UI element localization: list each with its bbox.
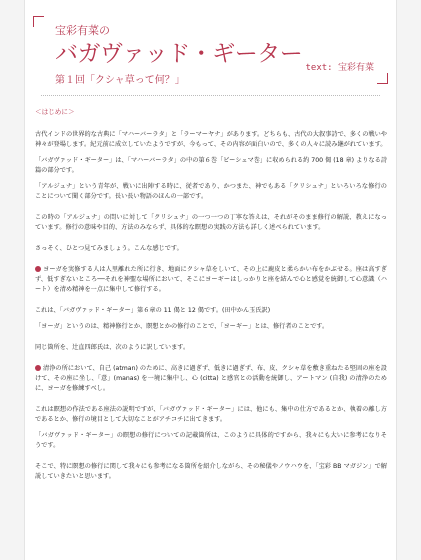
paragraph-verse-source: これは、「バガヴァッド・ギーター」第６章の 11 偈と 12 偈です。(田中かん玉氏訳) <box>35 307 271 314</box>
section-heading: ＜はじめに＞ <box>35 108 75 116</box>
episode-subtitle: 第１回「クシャ草って何？」 <box>55 75 185 86</box>
paragraph-closing: そこで、特に瞑想の修行に関して我々にも参考になる箇所を紹介しながら、その秘儀やノウハウを、「宝彩 BB マガジン」で解説していきたいと思います。 <box>35 463 387 480</box>
page-title: バガヴァッド・ギーター <box>55 41 303 67</box>
paragraph-concrete: 「バガヴァッド・ギーター」の瞑想の修行についての記載箇所は、このように具体的ですから、我々にも大いに参考になりそうです。 <box>35 432 387 449</box>
series-label: 宝彩有菜の <box>55 24 110 37</box>
corner-bracket-bottom-right <box>377 73 388 84</box>
document-page <box>25 0 396 560</box>
quote-tsuji <box>35 364 387 394</box>
quote-tsuji-text: 清浄の所において、自己 (atman) のために、高きに過ぎず、低きに過ぎず、布、皮、クシャ草を敷き重ねたる堅固の座を設けて、その座に坐し、「意」(manas) を一境に集中し、心 (citta) と感官との活動を統御し、アートマン (自我) の清浄のために、ヨーガを修練すべし。 <box>35 365 387 392</box>
paragraph-lets-see: さっそく、ひとつ見てみましょう。こんな感じです。 <box>35 245 183 252</box>
paragraph-tsuji-intro: 同じ箇所を、辻直四郎氏は、次のように訳しています。 <box>35 344 190 351</box>
paragraph-krishna-answers: この時の「アルジュナ」の問いに対して「クリシュナ」の一つ一つの丁寧な答えは、それがそのまま修行の解説、教えになっています。修行の意味や目的、方法のみならず、具体的な瞑想の実践の方法も詳しく述べられています。 <box>35 214 387 231</box>
author-byline: text: 宝彩有菜 <box>305 63 374 73</box>
paragraph-posture-explanation: これは瞑想の作法である座法の説明ですが、「バガヴァッド・ギーター」には、他にも、集中の仕方であるとか、執着の離し方であるとか、修行の境目として大切なことがアチコチに出てきます。 <box>35 406 387 423</box>
bullet-dot-icon <box>35 365 41 371</box>
paragraph-gita-definition: 「バガヴァッド・ギーター」は、「マハーバーラタ」の中の第６巻「ビーシュマ巻」に収められる約 700 偈 (18 章) よりなる詩篇の部分です。 <box>35 157 388 174</box>
corner-bracket-top-left <box>33 16 44 27</box>
article-body <box>35 99 387 488</box>
paragraph-yoga-definition: 「ヨーガ」というのは、精神修行とか、瞑想とかの修行のことで、「ヨーギー」とは、修行者のことです。 <box>35 323 329 330</box>
quote-tanaka <box>35 265 387 295</box>
title-divider <box>41 95 380 96</box>
quote-tanaka-text: ヨーガを実修する人は人里離れた所に行き、地面にクシャ草をしいて、その上に鹿皮と柔らかい布をかぶせる。座は高すぎず、低すぎないところ──それを神聖な場所において、そこにヨーギーはしっかりと座を結んで心と感覚を統御して心意識（ハート）を清め精神を一点に集中して修行する。 <box>35 266 387 293</box>
paragraph-intro: 古代インドの世界的な古典に「マハーバーラタ」と「ラーマーヤナ」があります。どちらも、古代の大叙事詩で、多くの戦いや神々が登場します。紀元前に成立していたようですが、今もって、その内容が面白いので、多くの人々に読み継がれています。 <box>35 131 387 148</box>
paragraph-arjuna: 「アルジュナ」という青年が、戦いに出陣する時に、従者であり、かつまた、神でもある「クリシュナ」といろいろな修行のことについて聞く部分です。長い長い物語のほんの一部です。 <box>35 183 387 200</box>
bullet-dot-icon <box>35 266 41 272</box>
title-box <box>25 14 396 86</box>
